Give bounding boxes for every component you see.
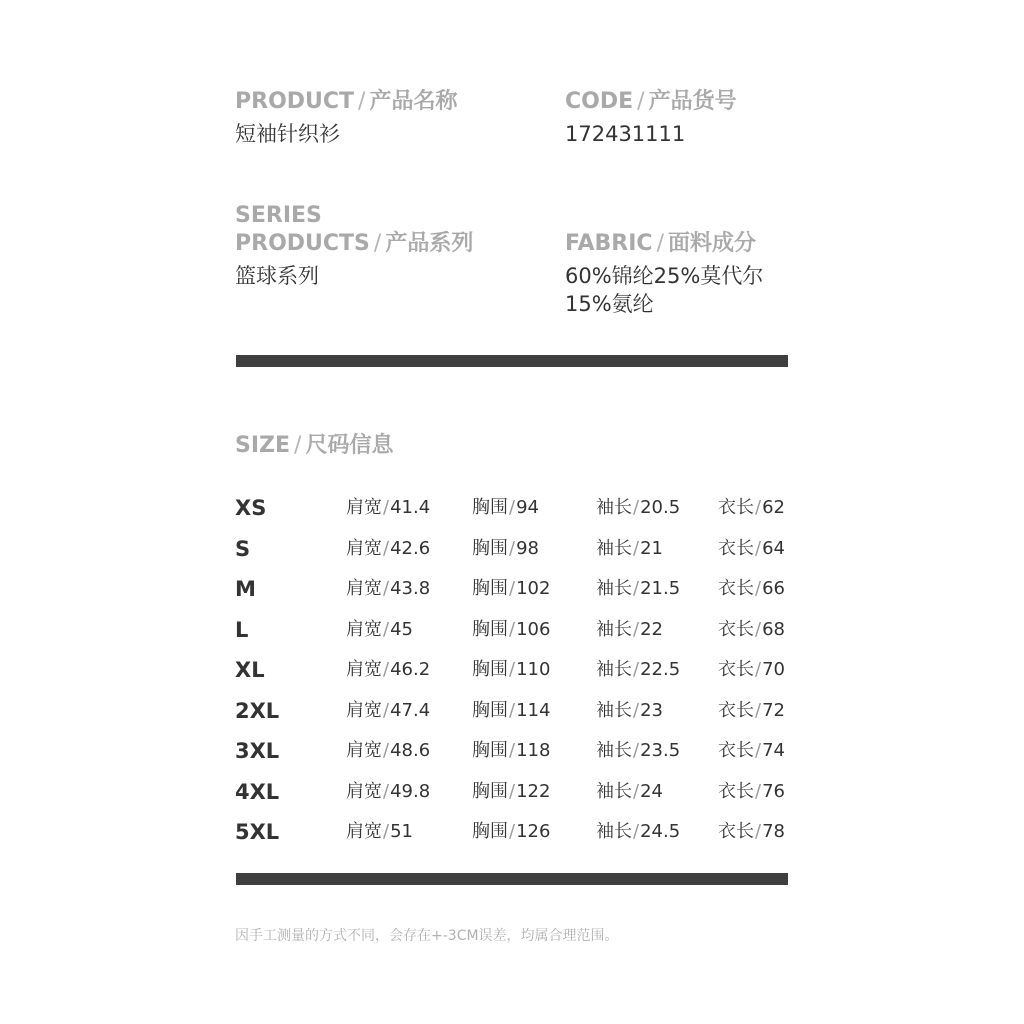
size-sleeve-cell	[596, 534, 663, 564]
separator: /	[755, 781, 762, 802]
series-label-line2	[235, 230, 473, 258]
size-sleeve-cell	[596, 696, 663, 726]
code-label-cn: 产品货号	[648, 89, 737, 114]
chest-value: 122	[516, 781, 551, 802]
length-label: 衣长	[718, 619, 754, 640]
length-value: 70	[762, 659, 785, 680]
size-length-cell	[718, 655, 785, 685]
size-shoulder-cell	[346, 615, 413, 645]
shoulder-value: 45	[390, 619, 413, 640]
sleeve-value: 20.5	[640, 497, 681, 518]
separator: /	[383, 781, 390, 802]
separator: /	[373, 231, 382, 256]
fabric-field	[565, 230, 763, 318]
chest-label: 胸围	[472, 740, 508, 761]
length-label: 衣长	[718, 578, 754, 599]
size-length-cell	[718, 615, 785, 645]
size-name: XL	[235, 658, 265, 682]
size-row	[235, 534, 795, 564]
size-shoulder-cell	[346, 655, 430, 685]
sleeve-label: 袖长	[596, 740, 632, 761]
size-row	[235, 817, 795, 847]
size-chest-cell	[472, 817, 550, 847]
length-value: 76	[762, 781, 785, 802]
chest-label: 胸围	[472, 538, 508, 559]
separator: /	[383, 538, 390, 559]
sleeve-value: 24	[640, 781, 663, 802]
size-sleeve-cell	[596, 615, 663, 645]
length-value: 72	[762, 700, 785, 721]
separator: /	[633, 659, 640, 680]
sleeve-label: 袖长	[596, 497, 632, 518]
length-value: 66	[762, 578, 785, 599]
separator: /	[755, 659, 762, 680]
separator: /	[755, 619, 762, 640]
size-section-title	[235, 432, 393, 460]
size-shoulder-cell	[346, 696, 430, 726]
size-shoulder-cell	[346, 777, 430, 807]
fabric-label-en: FABRIC	[565, 231, 653, 256]
chest-label: 胸围	[472, 821, 508, 842]
size-label-cn: 尺码信息	[305, 433, 394, 458]
fabric-value-line2: 15%氨纶	[565, 292, 654, 316]
separator: /	[509, 497, 516, 518]
separator: /	[633, 619, 640, 640]
size-length-cell	[718, 493, 785, 523]
size-row	[235, 696, 795, 726]
sleeve-value: 22	[640, 619, 663, 640]
size-shoulder-cell	[346, 534, 430, 564]
measurement-note: 因手工测量的方式不同，会存在+-3CM误差，均属合理范围。	[235, 928, 619, 944]
chest-label: 胸围	[472, 781, 508, 802]
separator: /	[509, 700, 516, 721]
separator: /	[509, 619, 516, 640]
length-label: 衣长	[718, 538, 754, 559]
shoulder-label: 肩宽	[346, 700, 382, 721]
size-row	[235, 777, 795, 807]
size-chest-cell	[472, 655, 550, 685]
shoulder-value: 42.6	[390, 538, 431, 559]
separator: /	[294, 433, 302, 458]
chest-value: 126	[516, 821, 551, 842]
sleeve-label: 袖长	[596, 659, 632, 680]
size-chest-cell	[472, 696, 550, 726]
shoulder-value: 47.4	[390, 700, 431, 721]
sleeve-label: 袖长	[596, 821, 632, 842]
length-value: 74	[762, 740, 785, 761]
product-label-cn: 产品名称	[369, 89, 458, 114]
fabric-value-line1: 60%锦纶25%莫代尔	[565, 264, 764, 288]
size-chest-cell	[472, 574, 550, 604]
separator: /	[509, 659, 516, 680]
separator: /	[509, 578, 516, 599]
separator: /	[633, 578, 640, 599]
fabric-label-cn: 面料成分	[668, 231, 757, 256]
size-length-cell	[718, 736, 785, 766]
shoulder-value: 48.6	[390, 740, 431, 761]
separator: /	[358, 89, 366, 114]
separator: /	[637, 89, 645, 114]
chest-label: 胸围	[472, 659, 508, 680]
size-length-cell	[718, 817, 785, 847]
shoulder-value: 46.2	[390, 659, 431, 680]
size-sleeve-cell	[596, 493, 680, 523]
sleeve-value: 23.5	[640, 740, 681, 761]
sleeve-value: 23	[640, 700, 663, 721]
product-label-en: PRODUCT	[235, 89, 355, 114]
separator: /	[755, 578, 762, 599]
length-label: 衣长	[718, 821, 754, 842]
length-value: 78	[762, 821, 785, 842]
separator: /	[755, 497, 762, 518]
size-length-cell	[718, 696, 785, 726]
chest-value: 118	[516, 740, 551, 761]
size-name: 5XL	[235, 820, 280, 844]
separator: /	[633, 700, 640, 721]
chest-value: 114	[516, 700, 551, 721]
shoulder-label: 肩宽	[346, 781, 382, 802]
code-label	[565, 88, 737, 116]
code-field	[565, 88, 737, 148]
separator: /	[383, 619, 390, 640]
size-length-cell	[718, 777, 785, 807]
length-label: 衣长	[718, 781, 754, 802]
shoulder-label: 肩宽	[346, 740, 382, 761]
separator: /	[633, 538, 640, 559]
size-sleeve-cell	[596, 655, 680, 685]
code-value: 172431111	[565, 122, 686, 146]
product-field	[235, 88, 457, 148]
shoulder-label: 肩宽	[346, 619, 382, 640]
chest-value: 102	[516, 578, 551, 599]
separator: /	[633, 781, 640, 802]
separator: /	[509, 781, 516, 802]
series-label-cn: 产品系列	[385, 231, 474, 256]
sleeve-value: 21.5	[640, 578, 681, 599]
sleeve-value: 22.5	[640, 659, 681, 680]
separator: /	[509, 740, 516, 761]
separator: /	[633, 740, 640, 761]
separator: /	[755, 700, 762, 721]
separator: /	[755, 538, 762, 559]
chest-value: 110	[516, 659, 551, 680]
size-sleeve-cell	[596, 817, 680, 847]
shoulder-value: 51	[390, 821, 413, 842]
size-sleeve-cell	[596, 574, 680, 604]
divider-bar-top	[236, 355, 788, 367]
size-name: 4XL	[235, 780, 280, 804]
size-row	[235, 574, 795, 604]
size-name: 2XL	[235, 699, 280, 723]
separator: /	[633, 497, 640, 518]
size-name: XS	[235, 496, 267, 520]
sleeve-value: 21	[640, 538, 663, 559]
size-chest-cell	[472, 777, 550, 807]
size-length-cell	[718, 534, 785, 564]
size-sleeve-cell	[596, 777, 663, 807]
separator: /	[383, 578, 390, 599]
separator: /	[383, 659, 390, 680]
size-chest-cell	[472, 615, 550, 645]
separator: /	[656, 231, 664, 256]
chest-label: 胸围	[472, 497, 508, 518]
shoulder-label: 肩宽	[346, 659, 382, 680]
series-value: 篮球系列	[235, 264, 319, 288]
sleeve-label: 袖长	[596, 538, 632, 559]
sleeve-value: 24.5	[640, 821, 681, 842]
shoulder-label: 肩宽	[346, 538, 382, 559]
length-value: 68	[762, 619, 785, 640]
length-label: 衣长	[718, 740, 754, 761]
length-label: 衣长	[718, 700, 754, 721]
shoulder-label: 肩宽	[346, 497, 382, 518]
size-name: S	[235, 537, 251, 561]
product-label	[235, 88, 457, 116]
length-label: 衣长	[718, 497, 754, 518]
separator: /	[755, 821, 762, 842]
separator: /	[509, 821, 516, 842]
size-shoulder-cell	[346, 574, 430, 604]
size-row	[235, 615, 795, 645]
separator: /	[383, 700, 390, 721]
size-shoulder-cell	[346, 736, 430, 766]
length-value: 62	[762, 497, 785, 518]
separator: /	[633, 821, 640, 842]
size-name: M	[235, 577, 256, 601]
sleeve-label: 袖长	[596, 619, 632, 640]
fabric-label	[565, 230, 763, 258]
size-name: L	[235, 618, 249, 642]
separator: /	[383, 821, 390, 842]
shoulder-value: 43.8	[390, 578, 431, 599]
shoulder-label: 肩宽	[346, 821, 382, 842]
shoulder-value: 41.4	[390, 497, 431, 518]
size-length-cell	[718, 574, 785, 604]
code-label-en: CODE	[565, 89, 634, 114]
size-shoulder-cell	[346, 817, 413, 847]
separator: /	[383, 497, 390, 518]
chest-label: 胸围	[472, 619, 508, 640]
separator: /	[383, 740, 390, 761]
size-shoulder-cell	[346, 493, 430, 523]
size-row	[235, 655, 795, 685]
chest-value: 98	[516, 538, 539, 559]
size-label-en: SIZE	[235, 433, 291, 458]
sleeve-label: 袖长	[596, 781, 632, 802]
chest-value: 94	[516, 497, 539, 518]
size-chest-cell	[472, 534, 539, 564]
sleeve-label: 袖长	[596, 700, 632, 721]
separator: /	[509, 538, 516, 559]
size-row	[235, 736, 795, 766]
sleeve-label: 袖长	[596, 578, 632, 599]
shoulder-label: 肩宽	[346, 578, 382, 599]
length-label: 衣长	[718, 659, 754, 680]
separator: /	[755, 740, 762, 761]
shoulder-value: 49.8	[390, 781, 431, 802]
size-chest-cell	[472, 736, 550, 766]
series-label-en: PRODUCTS	[235, 231, 370, 256]
size-name: 3XL	[235, 739, 280, 763]
chest-label: 胸围	[472, 700, 508, 721]
length-value: 64	[762, 538, 785, 559]
size-chest-cell	[472, 493, 539, 523]
series-label-line1: SERIES	[235, 203, 322, 228]
series-field	[235, 202, 473, 290]
product-value: 短袖针织衫	[235, 122, 340, 146]
chest-value: 106	[516, 619, 551, 640]
chest-label: 胸围	[472, 578, 508, 599]
size-sleeve-cell	[596, 736, 680, 766]
size-row	[235, 493, 795, 523]
divider-bar-bottom	[236, 873, 788, 885]
